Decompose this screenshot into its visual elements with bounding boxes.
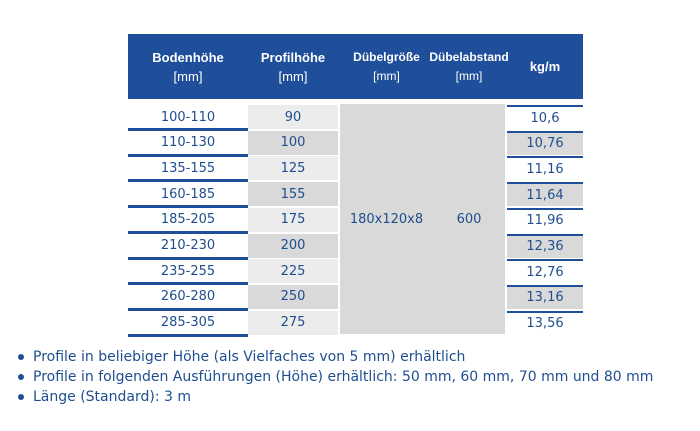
profilhoehe-cell xyxy=(248,182,338,206)
profilhoehe-cell xyxy=(248,105,338,129)
header-bodenhoehe-unit: [mm] xyxy=(173,68,203,84)
profilhoehe-cell xyxy=(248,208,338,232)
header-duebelgroesse xyxy=(340,34,433,99)
profilhoehe-value: 100 xyxy=(280,135,306,151)
bodenhoehe-value: 235-255 xyxy=(160,263,216,279)
header-bodenhoehe-title: Bodenhöhe xyxy=(152,49,224,65)
kgm-cell xyxy=(507,234,583,258)
row-separator xyxy=(128,334,248,337)
kgm-value: 13,56 xyxy=(526,316,564,332)
duebelabstand-value: 600 xyxy=(456,211,482,227)
header-bodenhoehe xyxy=(128,34,248,99)
bodenhoehe-value: 110-130 xyxy=(160,135,216,151)
profilhoehe-value: 175 xyxy=(280,212,306,228)
bodenhoehe-cell xyxy=(128,208,248,232)
bodenhoehe-cell xyxy=(128,156,248,180)
profilhoehe-cell xyxy=(248,156,338,180)
bodenhoehe-value: 210-230 xyxy=(160,238,216,253)
bodenhoehe-cell xyxy=(128,131,248,155)
kgm-cell xyxy=(507,311,583,335)
duebelgroesse-cell xyxy=(340,104,433,334)
header-duebelabstand-unit: [mm] xyxy=(455,68,483,83)
kgm-value: 12,76 xyxy=(526,264,564,280)
header-profilhoehe xyxy=(248,34,338,99)
profilhoehe-cell xyxy=(248,259,338,283)
kgm-cell xyxy=(507,131,583,155)
duebelabstand-cell xyxy=(433,104,505,334)
header-duebelabstand-title: Dübelabstand xyxy=(429,49,509,64)
bodenhoehe-value: 135-155 xyxy=(160,160,216,176)
kgm-value: 10,76 xyxy=(526,136,564,152)
note-text: Profile in beliebiger Höhe (als Vielfaches von 5 mm) erhältlich xyxy=(33,349,466,365)
duebelgroesse-value: 180x120x8 xyxy=(349,211,424,227)
profilhoehe-cell xyxy=(248,131,338,155)
note-text: Länge (Standard): 3 m xyxy=(33,389,191,405)
bodenhoehe-cell xyxy=(128,311,248,335)
profilhoehe-value: 275 xyxy=(280,315,306,331)
bodenhoehe-cell xyxy=(128,105,248,129)
profilhoehe-cell xyxy=(248,311,338,335)
note-item xyxy=(16,367,653,387)
profilhoehe-value: 155 xyxy=(280,186,306,202)
kgm-value: 11,16 xyxy=(526,161,564,177)
header-duebelgroesse-unit: [mm] xyxy=(373,68,400,83)
kgm-cell xyxy=(507,208,583,232)
bodenhoehe-value: 260-280 xyxy=(160,289,216,305)
bodenhoehe-value: 185-205 xyxy=(160,212,216,228)
note-text: Profile in folgenden Ausführungen (Höhe) erhältlich: 50 mm, 60 mm, 70 mm und 80 mm xyxy=(33,369,654,385)
profilhoehe-value: 250 xyxy=(280,289,306,305)
profilhoehe-value: 90 xyxy=(284,109,302,125)
header-profilhoehe-unit: [mm] xyxy=(278,68,308,84)
profilhoehe-cell xyxy=(248,285,338,309)
header-duebelabstand xyxy=(429,34,509,99)
bodenhoehe-cell xyxy=(128,234,248,258)
bullet-icon xyxy=(18,394,24,400)
profilhoehe-cell xyxy=(248,234,338,258)
bodenhoehe-value: 285-305 xyxy=(160,315,216,331)
bodenhoehe-cell xyxy=(128,259,248,283)
notes-list xyxy=(16,347,653,407)
kgm-cell xyxy=(507,182,583,206)
profilhoehe-value: 200 xyxy=(280,238,306,253)
bullet-icon xyxy=(18,354,24,360)
kgm-cell xyxy=(507,156,583,180)
profilhoehe-value: 225 xyxy=(280,263,306,279)
header-profilhoehe-title: Profilhöhe xyxy=(260,49,326,65)
kgm-value: 12,36 xyxy=(526,239,564,254)
kgm-value: 10,6 xyxy=(530,110,560,126)
bullet-icon xyxy=(18,374,24,380)
note-item xyxy=(16,387,653,407)
bodenhoehe-value: 100-110 xyxy=(160,109,216,125)
header-duebelgroesse-title: Dübelgröße xyxy=(353,49,420,64)
kgm-value: 11,64 xyxy=(526,187,564,203)
bodenhoehe-cell xyxy=(128,182,248,206)
kgm-cell xyxy=(507,285,583,309)
note-item xyxy=(16,347,653,367)
bodenhoehe-cell xyxy=(128,285,248,309)
header-kgm-title: kg/m xyxy=(529,59,561,74)
kgm-cell xyxy=(507,259,583,283)
profilhoehe-value: 125 xyxy=(280,160,306,176)
kgm-value: 13,16 xyxy=(526,290,564,306)
kgm-cell xyxy=(507,105,583,129)
bodenhoehe-value: 160-185 xyxy=(160,186,216,202)
kgm-value: 11,96 xyxy=(526,213,564,229)
header-kgm xyxy=(507,34,583,99)
